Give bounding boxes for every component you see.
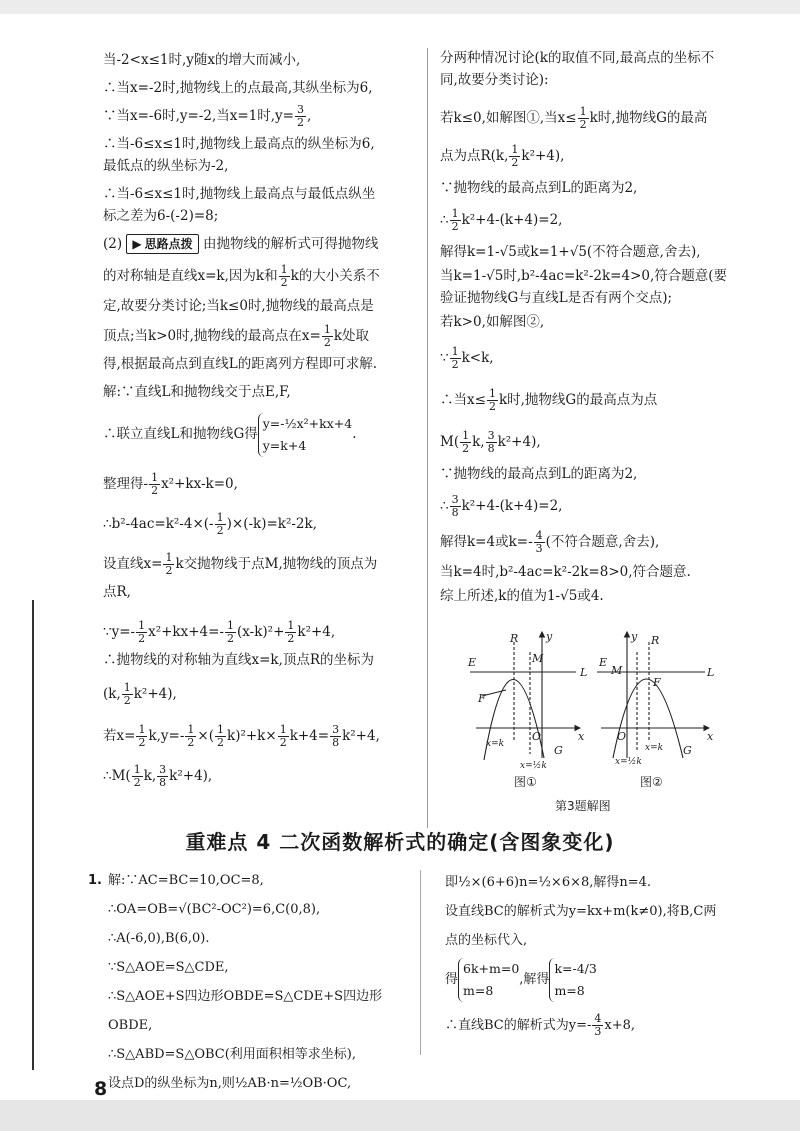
text-line (440, 528, 760, 556)
frac-num: 1 (462, 429, 470, 442)
label-x-eq-half-k: x=½k (615, 757, 642, 767)
frac-den: 2 (217, 736, 225, 749)
text-span: ∴联立直线L和抛物线G得 (103, 426, 258, 442)
caption-fig-2: 图② (640, 775, 663, 789)
fraction (450, 208, 461, 233)
frac-num: 3 (451, 493, 459, 506)
text-span: x²+kx-k=0, (161, 476, 238, 492)
text-line (103, 510, 418, 538)
text-line: ∴ $\frac{1}{2}$ k²+4-(k+4)=2, (440, 207, 563, 233)
text-span: (2) (103, 236, 123, 252)
text-line: ∴当-6≤x≤1时,抛物线上最高点的纵坐标为6, (103, 136, 375, 152)
text-span: ∴直线BC的解析式为y=- (445, 1018, 592, 1033)
fraction (215, 512, 226, 537)
text-span: k处取 (333, 328, 370, 344)
frac-num: 3 (297, 103, 304, 116)
frac-num: 1 (323, 323, 331, 336)
equation: 6k+m=0 (463, 960, 520, 976)
text-line: 得,根据最高点到直线L的距离列方程即可求解. (103, 356, 378, 372)
text-line: 即½×(6+6)n=½×6×8,解得n=4. (445, 875, 652, 890)
frac-den: 2 (579, 118, 587, 131)
text-span: k交抛物线于点M,抛物线的顶点为 (175, 556, 378, 572)
frac-den: 3 (535, 542, 543, 555)
label-G: G (683, 744, 692, 757)
text-span: k²+4), (133, 686, 177, 702)
fraction (592, 1013, 603, 1038)
fraction (136, 620, 147, 645)
text-line (103, 550, 418, 578)
text-span: (不符合题意,舍去), (545, 534, 660, 550)
text-line (440, 142, 760, 170)
fraction (278, 724, 289, 749)
frac-den: 2 (511, 156, 519, 169)
text-span: 由抛物线的解析式可得抛物线 (202, 236, 379, 252)
text-span: ×( (197, 728, 215, 744)
fraction (185, 724, 196, 749)
frac-den: 2 (123, 694, 131, 707)
text-line: 当-2<x≤1时,y随x的增大而减小, (103, 52, 301, 68)
q1-left-column (88, 866, 418, 1098)
frac-num: 1 (279, 723, 287, 736)
frac-num: 1 (579, 105, 587, 118)
label-G: G (554, 744, 563, 757)
text-span: 若k≤0,如解图①,当x≤ (440, 110, 577, 126)
frac-den: 2 (138, 736, 146, 749)
scan-bottom-shade (0, 1100, 800, 1131)
frac-num: 1 (227, 619, 234, 632)
text-line: ∴当x=-2时,抛物线上的点最高,其纵坐标为6, (103, 80, 373, 96)
text-line: 解:∵直线L和抛物线交于点E,F, (103, 384, 291, 400)
frac-num: 1 (133, 763, 141, 776)
fraction (486, 430, 497, 455)
text-line: 最低点的纵坐标为-2, (103, 158, 229, 174)
text-line: ∴S△AOE+S四边形OBDE=S△CDE+S四边形OBDE, (108, 989, 383, 1033)
text-span: M( (440, 434, 460, 450)
text-line: ∴A(-6,0),B(6,0). (108, 931, 210, 946)
text-line: 验证抛物线G与直线L是否有两个交点); (440, 290, 673, 306)
label-x: x (707, 730, 714, 743)
hint-badge (126, 234, 198, 254)
fraction (578, 106, 589, 131)
text-span: ,解得 (519, 972, 550, 987)
equation-system (258, 413, 352, 457)
label-O: O (532, 730, 542, 743)
frac-num: 1 (165, 551, 173, 564)
text-line: 点R, (103, 584, 131, 600)
frac-den: 2 (488, 400, 496, 413)
label-L: L (580, 666, 588, 679)
label-R: R (651, 634, 660, 647)
frac-num: 3 (332, 723, 340, 736)
frac-num: 1 (217, 723, 225, 736)
text-line: 分两种情况讨论(k的取值不同,最高点的坐标不 (440, 50, 715, 66)
equation: m=8 (554, 982, 585, 998)
text-line (103, 262, 418, 290)
figure-caption: 第3题解图 (555, 799, 611, 813)
frac-num: 1 (123, 681, 131, 694)
frac-num: 1 (488, 387, 496, 400)
label-F: F (653, 676, 661, 689)
text-span: k²+4, (297, 624, 336, 640)
fraction (322, 324, 333, 349)
text-line: 定,故要分类讨论;当k≤0时,抛物线的最高点是 (103, 298, 374, 314)
text-span: k²+4-(k+4)=2, (461, 212, 563, 228)
text-span: (x-k)²+ (237, 624, 285, 640)
text-span: k²+4, (342, 728, 380, 744)
left-column (103, 46, 418, 790)
label-R: R (510, 632, 519, 645)
frac-den: 8 (451, 506, 459, 519)
frac-den: 2 (297, 116, 304, 129)
text-line (103, 680, 418, 708)
fraction (122, 682, 133, 707)
text-span: k²+4), (521, 148, 565, 164)
label-x-eq-half-k: x=½k (520, 761, 547, 771)
frac-den: 2 (287, 632, 295, 645)
text-line (103, 322, 418, 350)
text-span: k,y=- (148, 728, 185, 744)
text-span: ∴b²-4ac=k²-4×(- (103, 516, 214, 532)
figure-2 (597, 632, 709, 758)
hint-label: 思路点拨 (144, 237, 193, 251)
text-line: ∵S△AOE=S△CDE, (108, 960, 229, 975)
text-line: 当k=4时,b²-4ac=k²-2k=8>0,符合题意. (440, 564, 691, 580)
text-span: x²+kx+4=- (148, 624, 224, 640)
column-divider-lower (420, 870, 421, 1055)
text-span: 的对称轴是直线x=k,因为k和 (103, 268, 278, 284)
frac-num: 1 (280, 263, 288, 276)
text-span: ∵当x=-6时,y=-2,当x=1时,y= (103, 108, 294, 124)
equation-system (458, 958, 519, 1002)
text-line: 同,故要分类讨论): (440, 72, 549, 88)
text-span: k²+4), (497, 434, 541, 450)
label-M: M (532, 652, 544, 665)
text-line: ∵ $\frac{1}{2}$ k<k, (440, 345, 494, 371)
label-F: F (478, 692, 486, 705)
text-line: 标之差为6-(-2)=8; (103, 208, 219, 224)
text-line: 解:∵AC=BC=10,OC=8, (108, 873, 264, 888)
frac-num: 1 (138, 723, 146, 736)
text-line (440, 386, 760, 414)
text-line: ∴当-6≤x≤1时,抛物线上最高点与最低点纵坐 (103, 186, 376, 202)
fraction (295, 104, 306, 129)
q1-right-column (445, 868, 765, 1040)
equation: y=k+4 (262, 437, 307, 453)
text-span: 设直线x= (103, 556, 163, 572)
frac-den: 2 (151, 484, 159, 497)
fraction (460, 430, 471, 455)
text-line: 设点D的纵坐标为n,则½AB·n=½OB·OC, (108, 1076, 352, 1091)
text-span: ∴M( (103, 768, 131, 784)
frac-den: 2 (279, 736, 287, 749)
frac-den: 3 (594, 1025, 602, 1038)
frac-den: 2 (133, 776, 141, 789)
text-span: k, (143, 768, 157, 784)
text-line (103, 618, 418, 646)
text-span: ∴当x≤ (440, 392, 486, 408)
frac-den: 2 (462, 442, 470, 455)
frac-num: 4 (594, 1012, 602, 1025)
fraction (285, 620, 296, 645)
frac-den: 2 (165, 564, 173, 577)
frac-den: 2 (187, 736, 195, 749)
frac-den: 2 (280, 276, 288, 289)
text-span: 解得k=4或k=- (440, 534, 533, 550)
text-line: ∵抛物线的最高点到L的距离为2, (440, 466, 638, 482)
text-span: 得 (445, 972, 459, 987)
fraction (509, 144, 520, 169)
label-x: x (578, 730, 585, 743)
text-span: 点为点R(k, (440, 148, 509, 164)
fraction (225, 620, 236, 645)
frac-den: 2 (227, 632, 234, 645)
frac-num: 1 (451, 207, 459, 220)
equation: m=8 (463, 982, 494, 998)
frac-num: 1 (287, 619, 295, 632)
fraction (450, 494, 461, 519)
equation: k=-4/3 (554, 960, 597, 976)
frac-den: 8 (332, 736, 340, 749)
text-line: 当k=1-√5时,b²-4ac=k²-2k=4>0,符合题意(要 (440, 268, 728, 284)
fraction (132, 764, 143, 789)
text-line (103, 762, 418, 790)
text-span: (k, (103, 686, 121, 702)
frac-den: 2 (216, 524, 224, 537)
fraction (157, 764, 168, 789)
text-line: ∴OA=OB=√(BC²-OC²)=6,C(0,8), (108, 902, 321, 917)
figure-1-labels (467, 630, 587, 771)
text-line (103, 230, 418, 258)
frac-den: 2 (138, 632, 146, 645)
text-line: ∴S△ABD=S△OBC(利用面积相等求坐标), (108, 1047, 357, 1062)
label-O: O (617, 730, 627, 743)
label-y: y (546, 630, 553, 643)
frac-num: 1 (216, 511, 224, 524)
text-span: k²+4-(k+4)=2, (461, 498, 563, 514)
frac-num: 3 (487, 429, 495, 442)
text-line (445, 955, 765, 1005)
text-span: k时,抛物线G的最高点为点 (498, 392, 658, 408)
text-span: ∵y=- (103, 624, 136, 640)
text-line: 点的坐标代入, (445, 933, 528, 948)
label-y: y (631, 630, 638, 643)
fraction (149, 472, 160, 497)
equation: y=-½x²+kx+4 (262, 415, 353, 431)
text-span: k²+4), (169, 768, 213, 784)
scan-top-shade (0, 0, 800, 14)
frac-den: 2 (323, 336, 331, 349)
text-line: ∴抛物线的对称轴为直线x=k,顶点R的坐标为 (103, 652, 375, 668)
text-line: ∵抛物线的最高点到L的距离为2, (440, 180, 638, 196)
caption-fig-1: 图① (514, 775, 537, 789)
frac-den: 8 (159, 776, 167, 789)
text-span: 整理得- (103, 476, 149, 492)
text-line: 解得k=1-√5或k=1+√5(不符合题意,舍去), (440, 244, 701, 260)
text-span: x+8, (604, 1018, 636, 1033)
text-span: k时,抛物线G的最高 (589, 110, 708, 126)
question-number: 1. (88, 873, 102, 888)
label-M: M (611, 664, 623, 677)
equation-system (549, 958, 596, 1002)
fraction (279, 264, 290, 289)
text-line: 若k>0,如解图②, (440, 314, 545, 330)
fraction (450, 346, 461, 371)
frac-den: 2 (451, 358, 459, 371)
text-line: ∴联立直线L和抛物线G得 y=-½x²+kx+4 y=k+4 . (103, 406, 418, 462)
fraction (330, 724, 341, 749)
fraction (163, 552, 174, 577)
frac-num: 1 (151, 471, 159, 484)
text-line (103, 722, 418, 750)
frac-num: 3 (159, 763, 167, 776)
fraction (215, 724, 226, 749)
fraction (136, 724, 147, 749)
text-span: k)²+k× (227, 728, 277, 744)
label-E: E (468, 656, 477, 669)
text-line (445, 1011, 765, 1040)
label-E: E (599, 656, 608, 669)
text-span: 若x= (103, 728, 136, 744)
text-span: k, (472, 434, 485, 450)
text-line: 综上所述,k的值为1-√5或4. (440, 588, 604, 604)
section-title: 重难点 4 二次函数解析式的确定(含图象变化) (185, 830, 615, 854)
text-line: ∴ $\frac{3}{8}$ k²+4-(k+4)=2, (440, 493, 563, 519)
text-line: ∵当x=-6时,y=-2,当x=1时,y= $\frac{3}{2}$ , (103, 103, 312, 129)
text-line: 设直线BC的解析式为y=kx+m(k≠0),将B,C两 (445, 904, 717, 919)
text-span: k+4= (289, 728, 330, 744)
text-line (440, 428, 760, 456)
frac-num: 4 (535, 529, 543, 542)
right-column (440, 44, 760, 610)
frac-num: 1 (451, 345, 459, 358)
text-span: 顶点;当k>0时,抛物线的最高点在x= (103, 328, 321, 344)
fraction (534, 530, 545, 555)
frac-num: 1 (138, 619, 146, 632)
label-x-eq-k: x=k (645, 743, 664, 753)
text-span: k的大小关系不 (290, 268, 380, 284)
text-span: )×(-k)=k²-2k, (226, 516, 317, 532)
frac-den: 2 (451, 220, 459, 233)
frac-num: 1 (511, 143, 519, 156)
fraction (487, 388, 498, 413)
column-divider (427, 48, 428, 828)
frac-num: 1 (187, 723, 195, 736)
text-line (440, 104, 760, 132)
label-L: L (707, 666, 715, 679)
text-span: k<k, (461, 350, 494, 366)
text-line (103, 470, 418, 498)
page-number: 8 (94, 1078, 108, 1100)
frac-den: 8 (487, 442, 495, 455)
arrow-icon: ▶ (132, 237, 142, 251)
label-x-eq-k: x=k (486, 739, 505, 749)
